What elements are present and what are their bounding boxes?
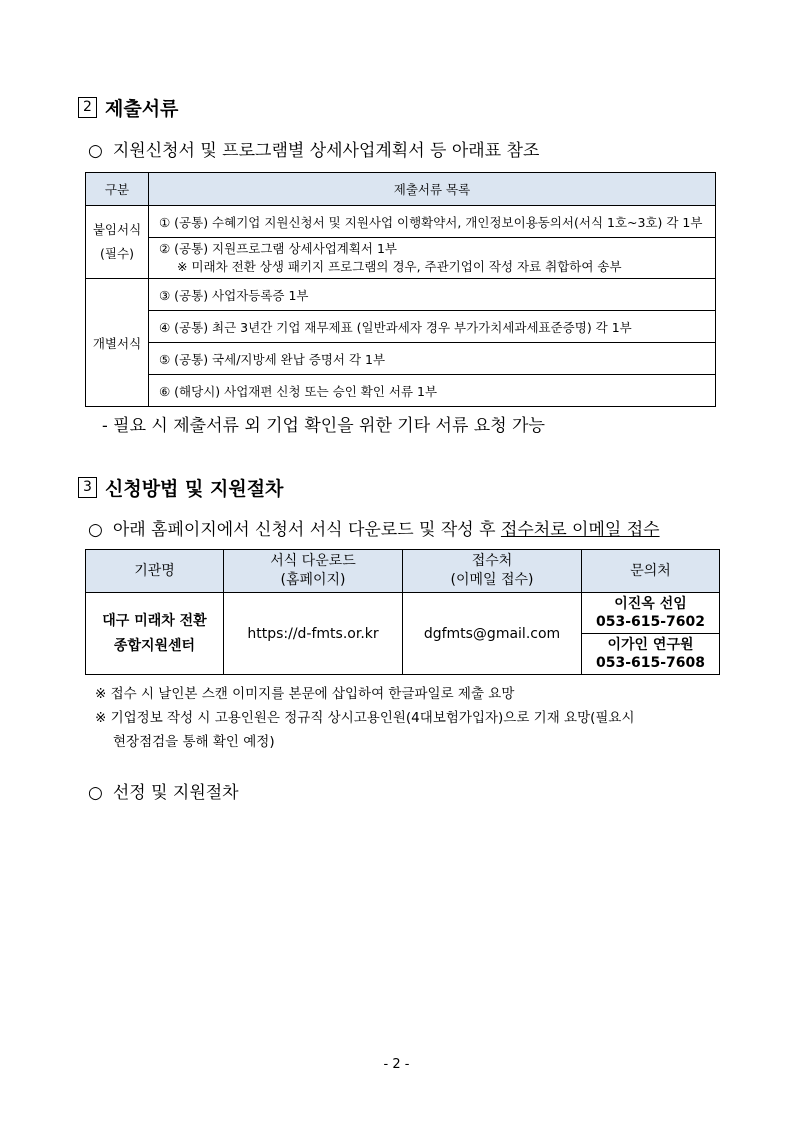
header-contact: 문의처 bbox=[582, 550, 720, 593]
doc-item-4: ④ (공통) 최근 3년간 기업 재무제표 (일반과세자 경우 부가가치세과세표준증명) 각 1부 bbox=[149, 311, 716, 343]
header-download-line1: 서식 다운로드 bbox=[270, 553, 356, 569]
bullet-circle-icon: ○ bbox=[88, 141, 103, 161]
section-3-notes bbox=[95, 682, 725, 754]
group-required-label bbox=[86, 206, 149, 279]
header-email-line2: (이메일 접수) bbox=[450, 572, 534, 588]
section-3-number: 3 bbox=[78, 477, 97, 498]
documents-table bbox=[85, 172, 716, 407]
contact-2-phone: 053-615-7608 bbox=[595, 655, 706, 671]
doc-item-2 bbox=[149, 238, 716, 279]
section-2-bullet-text: 지원신청서 및 프로그램별 상세사업계획서 등 아래표 참조 bbox=[112, 141, 540, 161]
contact-2-name: 이가인 연구원 bbox=[607, 637, 694, 653]
contact-1 bbox=[582, 593, 720, 634]
contact-1-name: 이진옥 선임 bbox=[614, 596, 687, 612]
bullet-circle-icon: ○ bbox=[88, 783, 103, 803]
bullet-circle-icon: ○ bbox=[88, 520, 103, 540]
section-3-title: 신청방법 및 지원절차 bbox=[105, 478, 284, 500]
note-1: ※ 접수 시 날인본 스캔 이미지를 본문에 삽입하여 한글파일로 제출 요망 bbox=[95, 686, 515, 702]
section-3-bullet-underlined: 접수처로 이메일 접수 bbox=[500, 520, 660, 540]
org-name-line2: 종합지원센터 bbox=[113, 637, 196, 654]
section-3-heading bbox=[78, 474, 283, 501]
header-download-line2: (홈페이지) bbox=[280, 572, 346, 588]
header-category: 구분 bbox=[86, 173, 149, 206]
application-table bbox=[85, 549, 720, 675]
section-2-heading bbox=[78, 94, 178, 121]
doc-item-6: ⑥ (해당시) 사업재편 신청 또는 승인 확인 서류 1부 bbox=[149, 375, 716, 407]
doc-item-5: ⑤ (공통) 국세/지방세 완납 증명서 각 1부 bbox=[149, 343, 716, 375]
header-documents: 제출서류 목록 bbox=[149, 173, 716, 206]
section-3-bullet bbox=[88, 515, 660, 540]
org-name-line1: 대구 미래차 전환 bbox=[102, 612, 207, 629]
section-2-bullet bbox=[88, 136, 539, 161]
contact-1-phone: 053-615-7602 bbox=[595, 614, 706, 630]
doc-item-3: ③ (공통) 사업자등록증 1부 bbox=[149, 279, 716, 311]
doc-item-2-text: ② (공통) 지원프로그램 상세사업계획서 1부 bbox=[159, 241, 398, 256]
homepage-link[interactable]: https://d-fmts.or.kr bbox=[224, 593, 403, 675]
email-link[interactable]: dgfmts@gmail.com bbox=[403, 593, 582, 675]
doc-item-2-note: ※ 미래차 전환 상생 패키지 프로그램의 경우, 주관기업이 작성 자료 취합하여 송부 bbox=[177, 259, 622, 274]
page-number: - 2 - bbox=[383, 1057, 410, 1072]
section-3-bullet-2 bbox=[88, 778, 239, 803]
header-email-line1: 접수처 bbox=[471, 553, 513, 569]
note-2: ※ 기업정보 작성 시 고용인원은 정규직 상시고용인원(4대보험가입자)으로 기재 요망(필요시 bbox=[95, 710, 635, 726]
contact-2 bbox=[582, 634, 720, 675]
section-2-title: 제출서류 bbox=[105, 98, 179, 120]
header-email bbox=[403, 550, 582, 593]
org-name bbox=[86, 593, 224, 675]
header-download bbox=[224, 550, 403, 593]
section-3-bullet-2-text: 선정 및 지원절차 bbox=[112, 783, 239, 803]
section-3-bullet-text: 아래 홈페이지에서 신청서 서식 다운로드 및 작성 후 bbox=[112, 520, 501, 540]
group-individual-label: 개별서식 bbox=[86, 279, 149, 407]
group-required-line2: (필수) bbox=[100, 246, 134, 261]
section-2-footnote: - 필요 시 제출서류 외 기업 확인을 위한 기타 서류 요청 가능 bbox=[102, 416, 545, 436]
section-2-number: 2 bbox=[78, 97, 97, 118]
note-2-continued: 현장점검을 통해 확인 예정) bbox=[113, 734, 275, 750]
doc-item-1: ① (공통) 수혜기업 지원신청서 및 지원사업 이행확약서, 개인정보이용동의서(서식 1호~3호) 각 1부 bbox=[149, 206, 716, 238]
header-org: 기관명 bbox=[86, 550, 224, 593]
group-required-line1: 붙임서식 bbox=[92, 222, 142, 237]
